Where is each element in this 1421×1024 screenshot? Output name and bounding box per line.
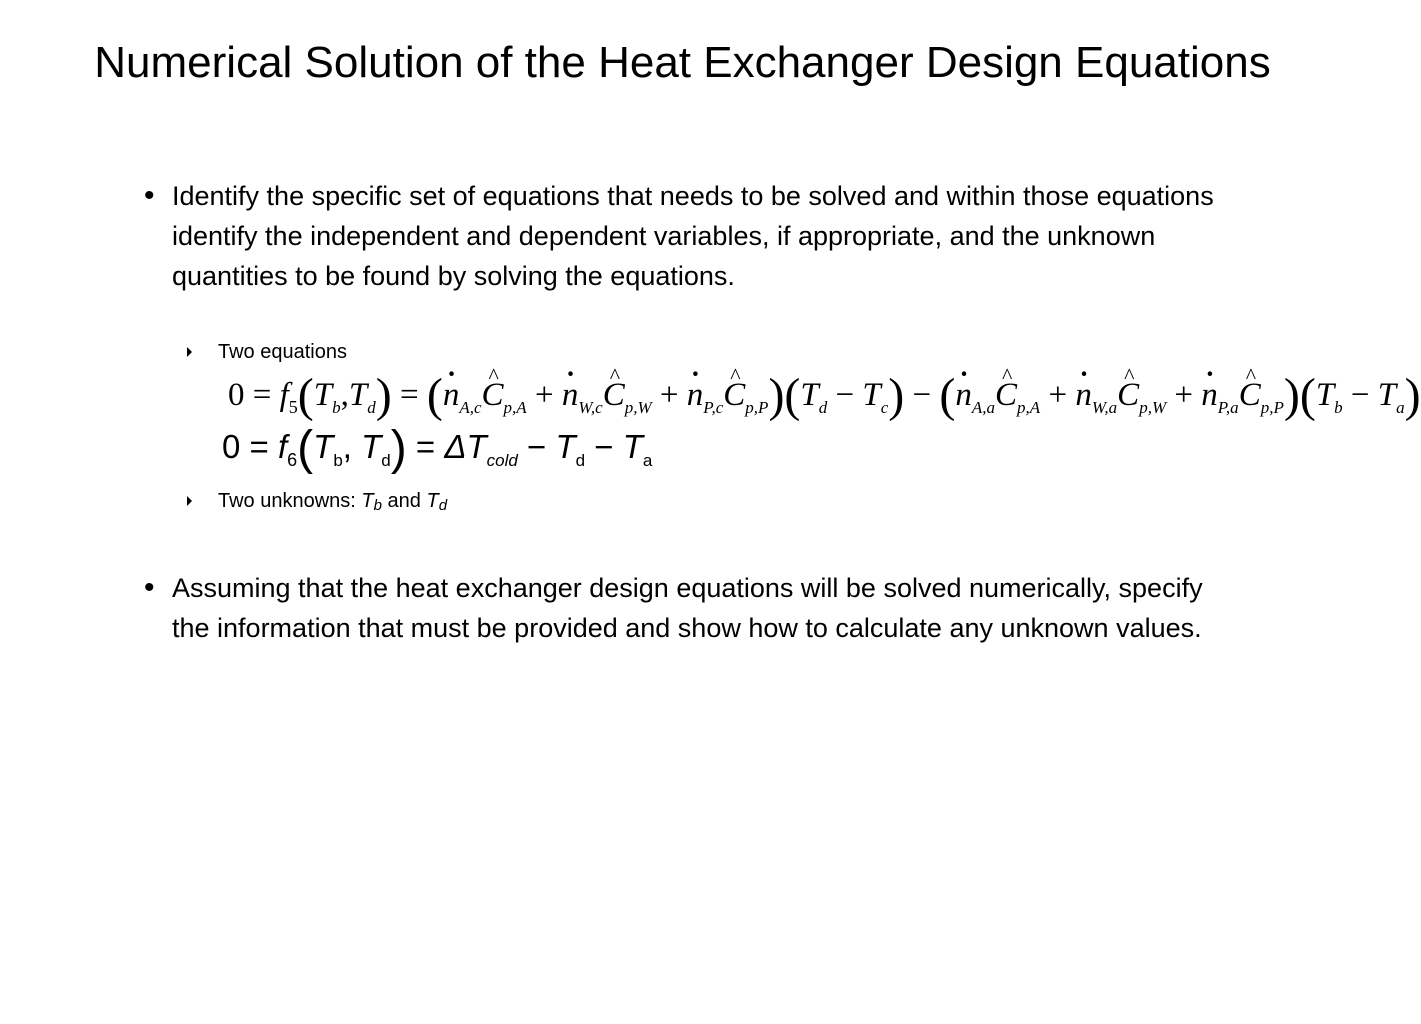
sub-item-label: Two unknowns: <box>218 490 362 512</box>
bullet-text-1: Identify the specific set of equations that needs to be solved and within those equations identify the independent and dependent variables, if appropriate, and the unknown quantities to be found by solving the equations. <box>172 181 1214 291</box>
arrow-bullet-icon <box>187 347 192 357</box>
eq-lhs: 0 = <box>222 428 278 465</box>
bullet-item-1 <box>144 176 1222 296</box>
bullet-dot-icon: • <box>144 179 155 212</box>
bullet-text-2: Assuming that the heat exchanger design equations will be solved numerically, specify the information that must be provided and show how to calculate any unknown values. <box>172 573 1203 643</box>
slide-title: Numerical Solution of the Heat Exchanger Design Equations <box>94 38 1271 87</box>
eq-lhs: 0 = <box>228 377 280 413</box>
sub-item-label: Two equations <box>218 341 347 363</box>
bullet-item-2 <box>144 568 1222 648</box>
arrow-bullet-icon <box>187 496 192 506</box>
sub-item-two-equations <box>218 340 347 364</box>
sub-item-two-unknowns: Two unknowns: Tb and Td <box>218 489 447 518</box>
equation-f5: $0 = f_5(T_b,T_d)$ = (· $n_{A,c}\^{}$ $C_{p,A}$ + · $n_{W,c}\^{}$ $C_{p,W}$ + · $n_{P,c}\^{}$ $C_{p,P})(T_d - T_c)$ − (· $n_{A,a}\^{}$ $C_{p,A}$ + · $n_{W,a}\^{}$ $C_{p,W}$ + · $n_{P,a}\^{}$ $C_{p,P})(T_b - T_a)$ <box>228 372 1421 420</box>
equation-f6: $0 = f_6(T_b$, $T_d) = \Delta T_{cold} - T_d - T_a$ <box>222 422 653 475</box>
bullet-dot-icon: • <box>144 571 155 604</box>
